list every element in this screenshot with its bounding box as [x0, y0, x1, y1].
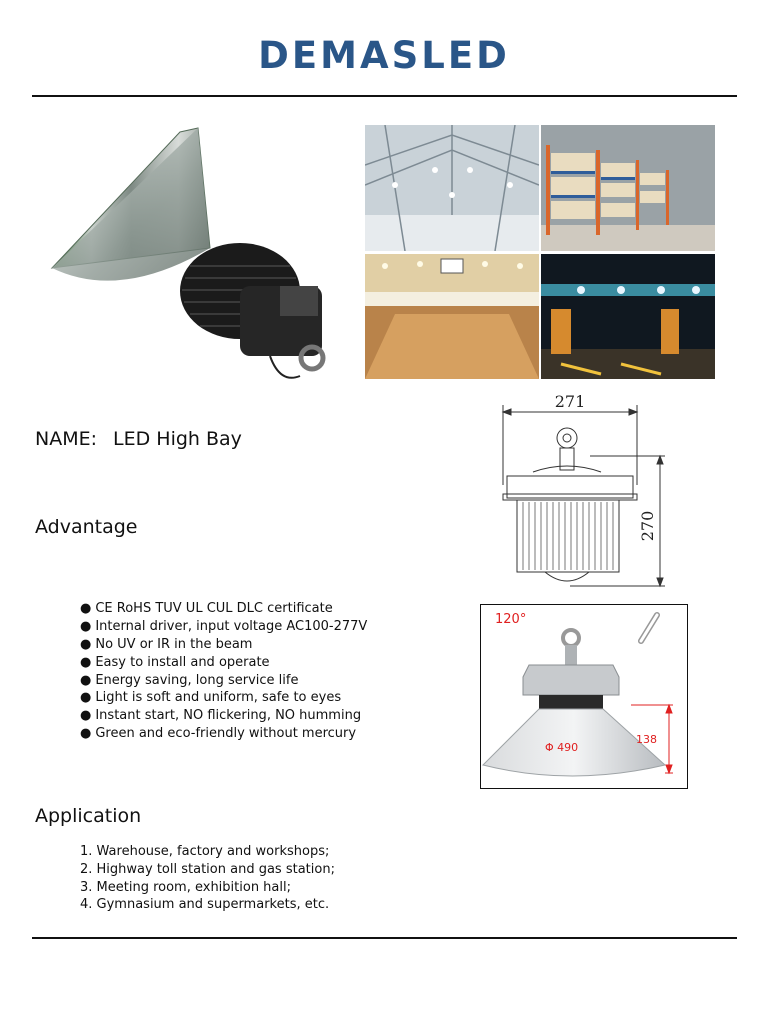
- list-item: ● Green and eco-friendly without mercury: [80, 726, 357, 742]
- gymnasium-photo: [365, 254, 539, 379]
- brand-logo: DEMASLED: [258, 34, 510, 77]
- bullet-icon: ●: [80, 636, 92, 652]
- product-photo: [50, 126, 335, 388]
- toll-station-photo: [541, 254, 715, 379]
- bullet-icon: ●: [80, 618, 92, 634]
- advantage-heading: Advantage: [35, 516, 138, 538]
- list-item: 3. Meeting room, exhibition hall;: [80, 879, 291, 895]
- beam-angle-label: 120°: [495, 612, 527, 627]
- warehouse-ceiling-photo: [365, 125, 539, 251]
- list-item: ● Instant start, NO flickering, NO humming: [80, 708, 362, 724]
- height-dimension: 270: [638, 510, 657, 542]
- name-value: LED High Bay: [113, 428, 242, 450]
- bullet-icon: ●: [80, 690, 92, 706]
- list-item: ● Easy to install and operate: [80, 654, 270, 670]
- dimension-drawing: [495, 390, 675, 590]
- product-name: [35, 428, 242, 450]
- advantage-list: [80, 600, 367, 743]
- list-item: ● Light is soft and uniform, safe to eyes: [80, 690, 342, 706]
- bullet-icon: ●: [80, 726, 92, 742]
- list-item: ● CE RoHS TUV UL CUL DLC certificate: [80, 601, 333, 616]
- width-dimension: 271: [554, 392, 586, 411]
- list-item: 4. Gymnasium and supermarkets, etc.: [80, 897, 330, 913]
- warehouse-racks-photo: [541, 125, 715, 251]
- name-label: NAME:: [35, 428, 98, 450]
- list-item: ● Energy saving, long service life: [80, 672, 299, 688]
- reflector-height-label: 138: [636, 733, 657, 746]
- top-divider: [32, 95, 737, 97]
- bullet-icon: ●: [80, 672, 92, 688]
- reflector-drawing: [480, 604, 688, 789]
- bottom-divider: [32, 937, 737, 939]
- list-item: 2. Highway toll station and gas station;: [80, 861, 335, 877]
- list-item: ● No UV or IR in the beam: [80, 636, 253, 652]
- application-heading: Application: [35, 805, 142, 827]
- application-list: [80, 843, 335, 914]
- bullet-icon: ●: [80, 708, 92, 724]
- list-item: ● Internal driver, input voltage AC100-277V: [80, 618, 368, 634]
- bullet-icon: ●: [80, 654, 92, 670]
- bullet-icon: ●: [80, 601, 92, 616]
- list-item: 1. Warehouse, factory and workshops;: [80, 844, 330, 859]
- reflector-diameter-label: Φ 490: [545, 741, 579, 754]
